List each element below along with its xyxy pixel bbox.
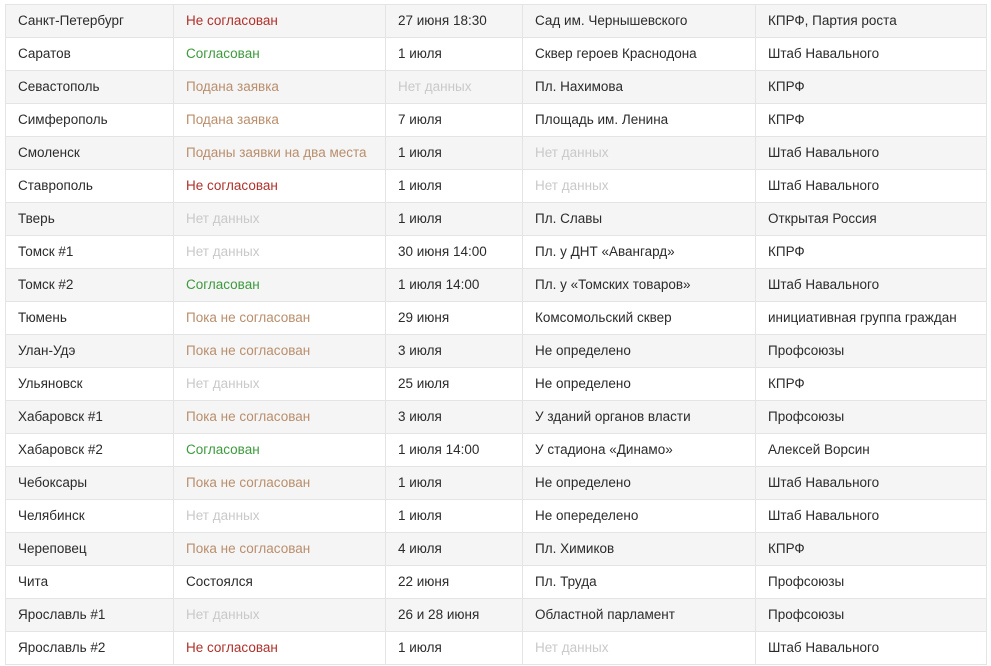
cell-status: Согласован — [174, 38, 386, 71]
table-row — [6, 632, 987, 665]
table-row — [6, 104, 987, 137]
cell-place: Нет данных — [523, 170, 756, 203]
table-row — [6, 302, 987, 335]
cell-organizer: КПРФ — [756, 368, 987, 401]
cell-date: Нет данных — [386, 71, 523, 104]
cell-organizer: КПРФ — [756, 104, 987, 137]
cell-organizer: Профсоюзы — [756, 599, 987, 632]
cell-place: У зданий органов власти — [523, 401, 756, 434]
cell-city: Ярославль #2 — [6, 632, 174, 665]
cell-city: Череповец — [6, 533, 174, 566]
cell-city: Хабаровск #1 — [6, 401, 174, 434]
cell-place: У стадиона «Динамо» — [523, 434, 756, 467]
cell-city: Саратов — [6, 38, 174, 71]
cell-date: 1 июля — [386, 137, 523, 170]
cell-city: Хабаровск #2 — [6, 434, 174, 467]
cell-organizer: Штаб Навального — [756, 137, 987, 170]
cell-place: Не определено — [523, 368, 756, 401]
cell-status: Пока не согласован — [174, 302, 386, 335]
table-row — [6, 368, 987, 401]
cell-organizer: КПРФ — [756, 533, 987, 566]
table-row — [6, 500, 987, 533]
cell-organizer: Штаб Навального — [756, 500, 987, 533]
table-row — [6, 38, 987, 71]
cell-place: Пл. Нахимова — [523, 71, 756, 104]
cell-date: 1 июля 14:00 — [386, 434, 523, 467]
cell-status: Не согласован — [174, 632, 386, 665]
cell-city: Севастополь — [6, 71, 174, 104]
events-table-body — [6, 5, 987, 665]
cell-city: Чита — [6, 566, 174, 599]
cell-date: 1 июля 14:00 — [386, 269, 523, 302]
cell-status: Пока не согласован — [174, 467, 386, 500]
cell-status: Не согласован — [174, 170, 386, 203]
cell-organizer: Открытая Россия — [756, 203, 987, 236]
cell-city: Чебоксары — [6, 467, 174, 500]
cell-date: 29 июня — [386, 302, 523, 335]
cell-status: Согласован — [174, 434, 386, 467]
cell-city: Ставрополь — [6, 170, 174, 203]
table-row — [6, 236, 987, 269]
cell-city: Санкт-Петербург — [6, 5, 174, 38]
cell-organizer: Профсоюзы — [756, 566, 987, 599]
table-row — [6, 533, 987, 566]
cell-place: Сквер героев Краснодона — [523, 38, 756, 71]
cell-date: 30 июня 14:00 — [386, 236, 523, 269]
table-row — [6, 170, 987, 203]
cell-organizer: КПРФ, Партия роста — [756, 5, 987, 38]
cell-city: Томск #2 — [6, 269, 174, 302]
cell-status: Пока не согласован — [174, 401, 386, 434]
table-row — [6, 137, 987, 170]
cell-place: Нет данных — [523, 632, 756, 665]
cell-status: Не согласован — [174, 5, 386, 38]
cell-place: Пл. Химиков — [523, 533, 756, 566]
cell-city: Ульяновск — [6, 368, 174, 401]
cell-organizer: КПРФ — [756, 71, 987, 104]
cell-city: Челябинск — [6, 500, 174, 533]
cell-place: Не опеределено — [523, 500, 756, 533]
cell-status: Пока не согласован — [174, 533, 386, 566]
table-row — [6, 467, 987, 500]
cell-organizer: КПРФ — [756, 236, 987, 269]
cell-status: Подана заявка — [174, 104, 386, 137]
cell-place: Площадь им. Ленина — [523, 104, 756, 137]
cell-place: Не определено — [523, 335, 756, 368]
cell-organizer: Штаб Навального — [756, 632, 987, 665]
cell-organizer: Профсоюзы — [756, 401, 987, 434]
cell-date: 1 июля — [386, 38, 523, 71]
cell-organizer: Профсоюзы — [756, 335, 987, 368]
table-row — [6, 71, 987, 104]
cell-status: Нет данных — [174, 500, 386, 533]
cell-city: Симферополь — [6, 104, 174, 137]
cell-date: 1 июля — [386, 632, 523, 665]
cell-city: Ярославль #1 — [6, 599, 174, 632]
cell-organizer: Штаб Навального — [756, 269, 987, 302]
table-row — [6, 203, 987, 236]
cell-organizer: инициативная группа граждан — [756, 302, 987, 335]
cell-organizer: Алексей Ворсин — [756, 434, 987, 467]
cell-date: 4 июля — [386, 533, 523, 566]
cell-date: 26 и 28 июня — [386, 599, 523, 632]
cell-status: Нет данных — [174, 599, 386, 632]
cell-status: Нет данных — [174, 236, 386, 269]
cell-place: Пл. у «Томских товаров» — [523, 269, 756, 302]
cell-place: Областной парламент — [523, 599, 756, 632]
cell-city: Улан-Удэ — [6, 335, 174, 368]
table-row — [6, 599, 987, 632]
table-row — [6, 401, 987, 434]
table-row — [6, 566, 987, 599]
cell-city: Смоленск — [6, 137, 174, 170]
table-row — [6, 5, 987, 38]
cell-place: Пл. у ДНТ «Авангард» — [523, 236, 756, 269]
cell-date: 1 июля — [386, 170, 523, 203]
cell-city: Томск #1 — [6, 236, 174, 269]
cell-organizer: Штаб Навального — [756, 38, 987, 71]
cell-organizer: Штаб Навального — [756, 170, 987, 203]
cell-date: 3 июля — [386, 401, 523, 434]
cell-date: 1 июля — [386, 203, 523, 236]
cell-status: Согласован — [174, 269, 386, 302]
cell-place: Нет данных — [523, 137, 756, 170]
cell-place: Сад им. Чернышевского — [523, 5, 756, 38]
cell-place: Пл. Труда — [523, 566, 756, 599]
cell-date: 25 июля — [386, 368, 523, 401]
cell-date: 1 июля — [386, 500, 523, 533]
cell-place: Комсомольский сквер — [523, 302, 756, 335]
cell-status: Состоялся — [174, 566, 386, 599]
cell-status: Поданы заявки на два места — [174, 137, 386, 170]
cell-organizer: Штаб Навального — [756, 467, 987, 500]
cell-city: Тверь — [6, 203, 174, 236]
cell-status: Подана заявка — [174, 71, 386, 104]
table-row — [6, 335, 987, 368]
cell-date: 22 июня — [386, 566, 523, 599]
cell-status: Нет данных — [174, 368, 386, 401]
cell-place: Не определено — [523, 467, 756, 500]
cell-city: Тюмень — [6, 302, 174, 335]
cell-status: Нет данных — [174, 203, 386, 236]
cell-place: Пл. Славы — [523, 203, 756, 236]
table-row — [6, 434, 987, 467]
cell-date: 3 июля — [386, 335, 523, 368]
cell-date: 27 июня 18:30 — [386, 5, 523, 38]
cell-date: 7 июля — [386, 104, 523, 137]
cell-status: Пока не согласован — [174, 335, 386, 368]
table-row — [6, 269, 987, 302]
events-table — [5, 4, 987, 665]
cell-date: 1 июля — [386, 467, 523, 500]
